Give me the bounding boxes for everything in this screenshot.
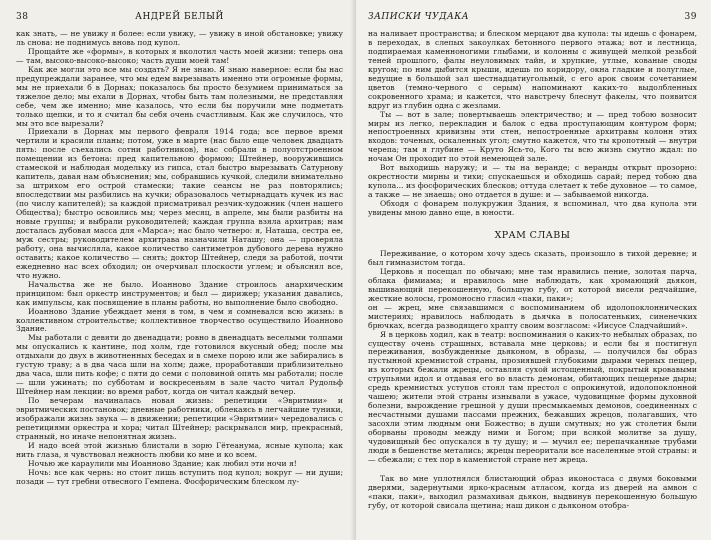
paragraph: Я в церковь ходил, как в театр: воспоминания о каких-то небылых образах, по существу очень страшных, вставала мне церковь; и если бы я постигнул переживания, возбужденные дьяконом, в образы, — получился бы образ пустынной кремнистой страны, прозиявшей глубокими дырами черных пещер, из которых бежали жрецы, оставляя сухой истощенный, покрытый кровавыми струпьями идол и отдавая его во власть демонам, обитающих пещерные дыры; средь кремнистых уступов стоял там престол с опрокинутой, идолопоклонной чашею; жители этой страны изнывали в ужасе, чудовищные формы духовной болезни, вырождение грешной у души пресмыкаемых демонов, соединенных с несчастными душами пассами прежних, бежавших жрецов, полагавших, что засохли этим людным они Божество; в души смутных; но уж столетия были оборваны проводы между ними и Богом; при всякой молитве за душу, чудовищный бес опускался в ту душу; и — мучил ее; перепачканные трубами люди в бешенстве метались; жрецы переоритали все населенные этой страны: и — сбежали; с тех пор в каменистой стране нет жреца. xyxy=(368,329,697,464)
paragraph: Церковь я посещал по обычаю; мне там нравились пение, золотая парча, облака фимиама; и нравилось мне наблюдать, как хромающий дьякон, вышивающий перекошенную, большую губу, от которой висели редчайшие, жесткие волосы, громоносно гласил «паки, паки»; xyxy=(368,266,697,303)
paragraph: Начальства же не было. Иоанново Здание строилось анархическим принципом: был оркестр инструментов; и был — дирижер; указания давались, как импульсы, как посвящение в планы работы, но выполнение было свободно. xyxy=(16,279,343,307)
paragraph: По вечерам начиналась новая жизнь: репетиции «Эвритмии» и эвритмических постановок; дневные работники, облекаясь в легчайшие туники, изображали жизнь звука — в движении; репетиции «Эвритмии» чередовались с репетициями оркестра и хора; читал Штейнер; раскрывался мир, прекрасный, странный, но иначе непонятная жизнь. xyxy=(16,396,343,441)
paragraph: Ты — вот в зале; повертываешь электричество; и — пред тобою возносит миры из легко, перекладин и балок с едва проступающим контуром форм; непостроенных кривизны эти стен, непостроенные архитравы колонн этих входов: точеных, оскаленных угол; смутно кажется, что ты кропотный — внутри черепа; там я глубине — Круто Ясь-то, Кого ты всю жизнь смутно ждал: по ночам Он проходит по этой немеющей зале. xyxy=(368,109,697,164)
paragraph: Обходя с фонарем полукружия Здания, я вспоминал, что два купола эти увидены мною давно еще, в юности. xyxy=(368,199,697,218)
paragraph: Ночью же караулили мы Иоанново Здание; как любил эти ночи я! xyxy=(28,458,297,468)
paragraph: И надо всей этой жизнью блистали в зорю Гётеанума, ясные купола; как нить глаза, я чувствовал нежность любви ко мне и ко всем. xyxy=(16,440,343,459)
paragraph: Переживание, о котором хочу здесь сказать, произошло в тихой деревне; и был гимназистом тогда. xyxy=(368,248,697,267)
paragraph: Прощайте же «формы», в которых я вколотил часть моей жизни: теперь она — там, высоко-высоко-высоко; часть души моей там! xyxy=(16,46,343,65)
paragraph: Мы работали с девяти до двенадцати; ровно в двенадцать веселыми толпами мы опускались к кантине, под холм, где готовился вкусный обед; после мы отдыхали до двух в животненных беседах и в смехе порою или же забирались в густую траву; а в два часа шли на холм; даже, проработавши приблизительно два часа, шли пить кофе; с пяти до семи с половиной опять мы работали; после — шли ужинать; по субботам и воскресеньям в зале часто читал Рудольф Штейнер нам лекции: во время работ, когда он читал каждый вечер. xyxy=(16,333,343,397)
left-page-number: 38 xyxy=(16,12,29,22)
paragraph: на наливает пространства; и блеском мерцают два купола: ты идешь с фонарем, в переходах, в слепых закоулках бетонного первого этажа; вот и лестница, подпираемая каменноногими глыбами, и колонны с живущей мелкой резьбой теней прошлого, фалы неуловимых тайн, и хрупкие, утлые, кованые своды кругом; по ним дыбится крыши, идешь по коридору, окна гладкие и полуглые, ведущие в большой зал шестнадцатиугольный, с его арок своим сочетанием цветов (темно-черного с серым) напоминают каких-то выдолбленных сокровенного храма; и кажется, что навстречу блеснут факелы, что появится вдруг из глубин одна с жезлами. xyxy=(368,29,697,110)
left-page xyxy=(0,0,355,540)
paragraph: Ночь: все как чернь: но стоит лишь вступить под купол; вокруг — ни души; позади — тут гребни отвесного Гемпена. Фосфорическим блеском лу- xyxy=(16,467,343,486)
left-running-head xyxy=(16,12,343,26)
paragraph: Как же могли это все мы создать? Я не знаю. Я знаю наверное: если бы нас предупреждали заранее, что мы едем вырезывать именно эти огромные формы, мы не приехали б в Дорнах; показалось бы просто безумием приниматься за тяжелое дело; мы ехали в Дорнах, чтобы быть там полезными, не представляя себе, чем же именно; мне казалось, что если бы поручили мне подметать только щепки, и то я считал бы себя очень счастливым. Как же случилось, что мы это все вырезали? xyxy=(16,64,343,128)
right-running-title: ЗАПИСКИ ЧУДАКА xyxy=(368,12,470,22)
left-running-title: АНДРЕЙ БЕЛЫЙ xyxy=(135,12,224,22)
paragraph: Вот выходишь наружу; и — ты на веранде; с веранды открыт прозорно: окрестности мирны и тихи; спускаешься и обходишь сарай; перед тобою два купола... из фосфорических блесков; оттуда слетает к тебе духовное — тo самое, а также — не знаешь; оно отдается в душе: и — забываемой никогда. xyxy=(368,163,697,200)
right-running-head xyxy=(368,12,697,26)
chapter-heading: ХРАМ СЛАВЫ xyxy=(494,230,571,242)
paragraph: он — жрец, мне связавшимся с воспоминанием об идолопоклоннических мистериях; нравилось наблюдать в дьячка в полосатеньких, синенечких брючках, всегда разводящего храпту своим возгласом: «Иисусе Сладчайший». xyxy=(368,302,697,330)
right-page xyxy=(356,0,711,540)
right-page-text xyxy=(368,30,697,511)
paragraph: Приехали в Дорнах мы первого февраля 1914 года; все первое время чертили и красили планы; потом, уже в марте (нас было еще человек двадцать пять: после съехались сотни работников), нас собрали в полуотстроенном помещении из бетона: пред капительною формою; Штейнер, вооружившись стамеской и наблюдая моделькy из гипса, стал быстро вырезывать Сатурнову капитель, давая нам объяснения; мы, собравшись кучкой, следили внимательно за штрихом его острой стамески; такие сеансы не раз повторялись; впоследствии мы разбились на кучки; образовалось четырнадцать кучек из нас (по числу капителей); за каждой присматривал резчик-художник (член нашего Общества); быстро освоились мы; через месяц, в апреле, мы были разбиты на новые группы; и выбрали руководителей; каждая группа взяла архитрав; нам досталась дубовая масса для «Марса»; нас было четверо: я, Наташа, сестра ее, муж сестры; руководителем архитрава назначили Наташу; она — проверяла работу, она вычисляла, какое количество сантиметров дубового дерева нужно оставить; какое количество — снять; доктор Штейнер, следя за работой, почти ежедневно нас всех обходил; он очерчивал плоскости углем; и объяснял все, что нужно. xyxy=(16,127,343,280)
right-page-number: 39 xyxy=(684,12,697,22)
paragraph: Так во мне уплотнялся блистающий образ иконостаса с двумя боковыми дверями, задернутыми ярко-красным атласом, когда из дверей на амвон с «паки, паки», выходил размахивая дьякон, выдвинув перекошенную большую губу, от которой свисала щетина; наш дикон с дьяконом отобра- xyxy=(368,473,697,510)
paragraph: как знать, — не увижу я более: если увижу, — увижу в иной обстановке; увижу ль снова: не поднимусь вновь под купол. xyxy=(16,29,343,47)
paragraph: Иоанново Здание убеждает меня в том, в чем я сомневался всю жизнь: в коллективном строительстве; коллективное творчество осуществило Иоанново Здание. xyxy=(16,306,343,334)
left-page-text xyxy=(16,30,343,487)
